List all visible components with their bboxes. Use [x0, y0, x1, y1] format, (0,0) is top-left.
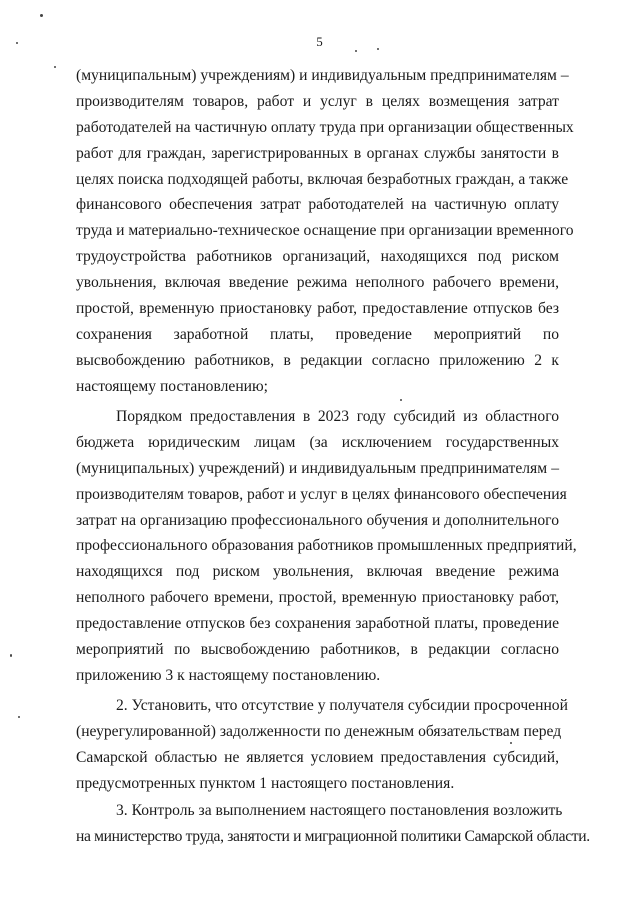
text-line: 3. Контроль за выполнением настоящего постановления возложить	[116, 802, 563, 819]
text-line: профессионального образования работников промышленных предприятий,	[76, 537, 577, 555]
paragraph-item-2	[76, 693, 568, 797]
text-line: на министерство труда, занятости и миграционной политики Самарской области.	[76, 827, 590, 845]
text-line: сохранения заработной платы, проведение мероприятий по	[76, 325, 559, 343]
scan-speck	[16, 42, 18, 44]
scan-speck	[40, 14, 43, 17]
text-line: приложению 3 к настоящему постановлению.	[76, 666, 381, 684]
scan-speck	[10, 654, 12, 657]
text-line: мероприятий по высвобождению работников, в редакции согласно	[76, 641, 559, 659]
text-line: целях поиска подходящей работы, включая безработных граждан, а также	[76, 170, 569, 188]
page-number: 5	[316, 34, 323, 49]
scan-speck	[18, 716, 20, 718]
scan-speck	[400, 399, 402, 401]
text-line: находящихся под риском увольнения, включая введение режима	[76, 563, 559, 581]
text-line: затрат на организацию профессионального обучения и дополнительного	[76, 511, 559, 529]
text-line: (неурегулированной) задолженности по денежным обязательствам перед	[76, 722, 562, 740]
scan-speck	[54, 66, 56, 68]
text-line: работ для граждан, зарегистрированных в органах службы занятости в	[76, 144, 559, 162]
text-line: (муниципальным) учреждениям) и индивидуальным предпринимателям –	[76, 67, 569, 84]
text-line: производителям товаров, работ и услуг в целях финансового обеспечения	[76, 485, 567, 503]
text-line: Самарской областью не является условием предоставления субсидий,	[76, 748, 559, 766]
text-line: финансового обеспечения затрат работодателей на частичную оплату	[76, 196, 559, 214]
paragraph-item-3	[76, 798, 590, 850]
text-line: бюджета юридическим лицам (за исключением государственных	[76, 433, 559, 451]
paragraph-continuation	[76, 63, 574, 400]
text-line: (муниципальных) учреждений) и индивидуальным предпринимателям –	[76, 459, 559, 477]
text-line: предоставление отпусков без сохранения заработной платы, проведение	[76, 615, 559, 633]
text-line: простой, временную приостановку работ, предоставление отпусков без	[76, 300, 559, 318]
text-line: высвобождению работников, в редакции согласно приложению 2 к	[76, 351, 559, 369]
text-line: производителям товаров, работ и услуг в целях возмещения затрат	[76, 92, 559, 110]
text-line: работодателей на частичную оплату труда при организации общественных	[76, 118, 574, 136]
scan-speck	[377, 48, 379, 50]
text-line: неполного рабочего времени, простой, временную приостановку работ,	[76, 589, 559, 607]
text-line: Порядком предоставления в 2023 году субсидий из областного	[116, 408, 559, 425]
text-line: увольнения, включая введение режима неполного рабочего времени,	[76, 274, 559, 292]
paragraph-procedure-subsidies	[76, 404, 577, 689]
scan-speck	[355, 50, 357, 52]
text-line: 2. Установить, что отсутствие у получателя субсидии просроченной	[116, 697, 568, 714]
text-line: предусмотренных пунктом 1 настоящего постановления.	[76, 774, 455, 792]
scan-speck	[510, 742, 512, 744]
text-line: настоящему постановлению;	[76, 377, 269, 395]
text-line: трудоустройства работников организаций, находящихся под риском	[76, 248, 559, 266]
text-line: труда и материально-техническое оснащение при организации временного	[76, 222, 574, 240]
